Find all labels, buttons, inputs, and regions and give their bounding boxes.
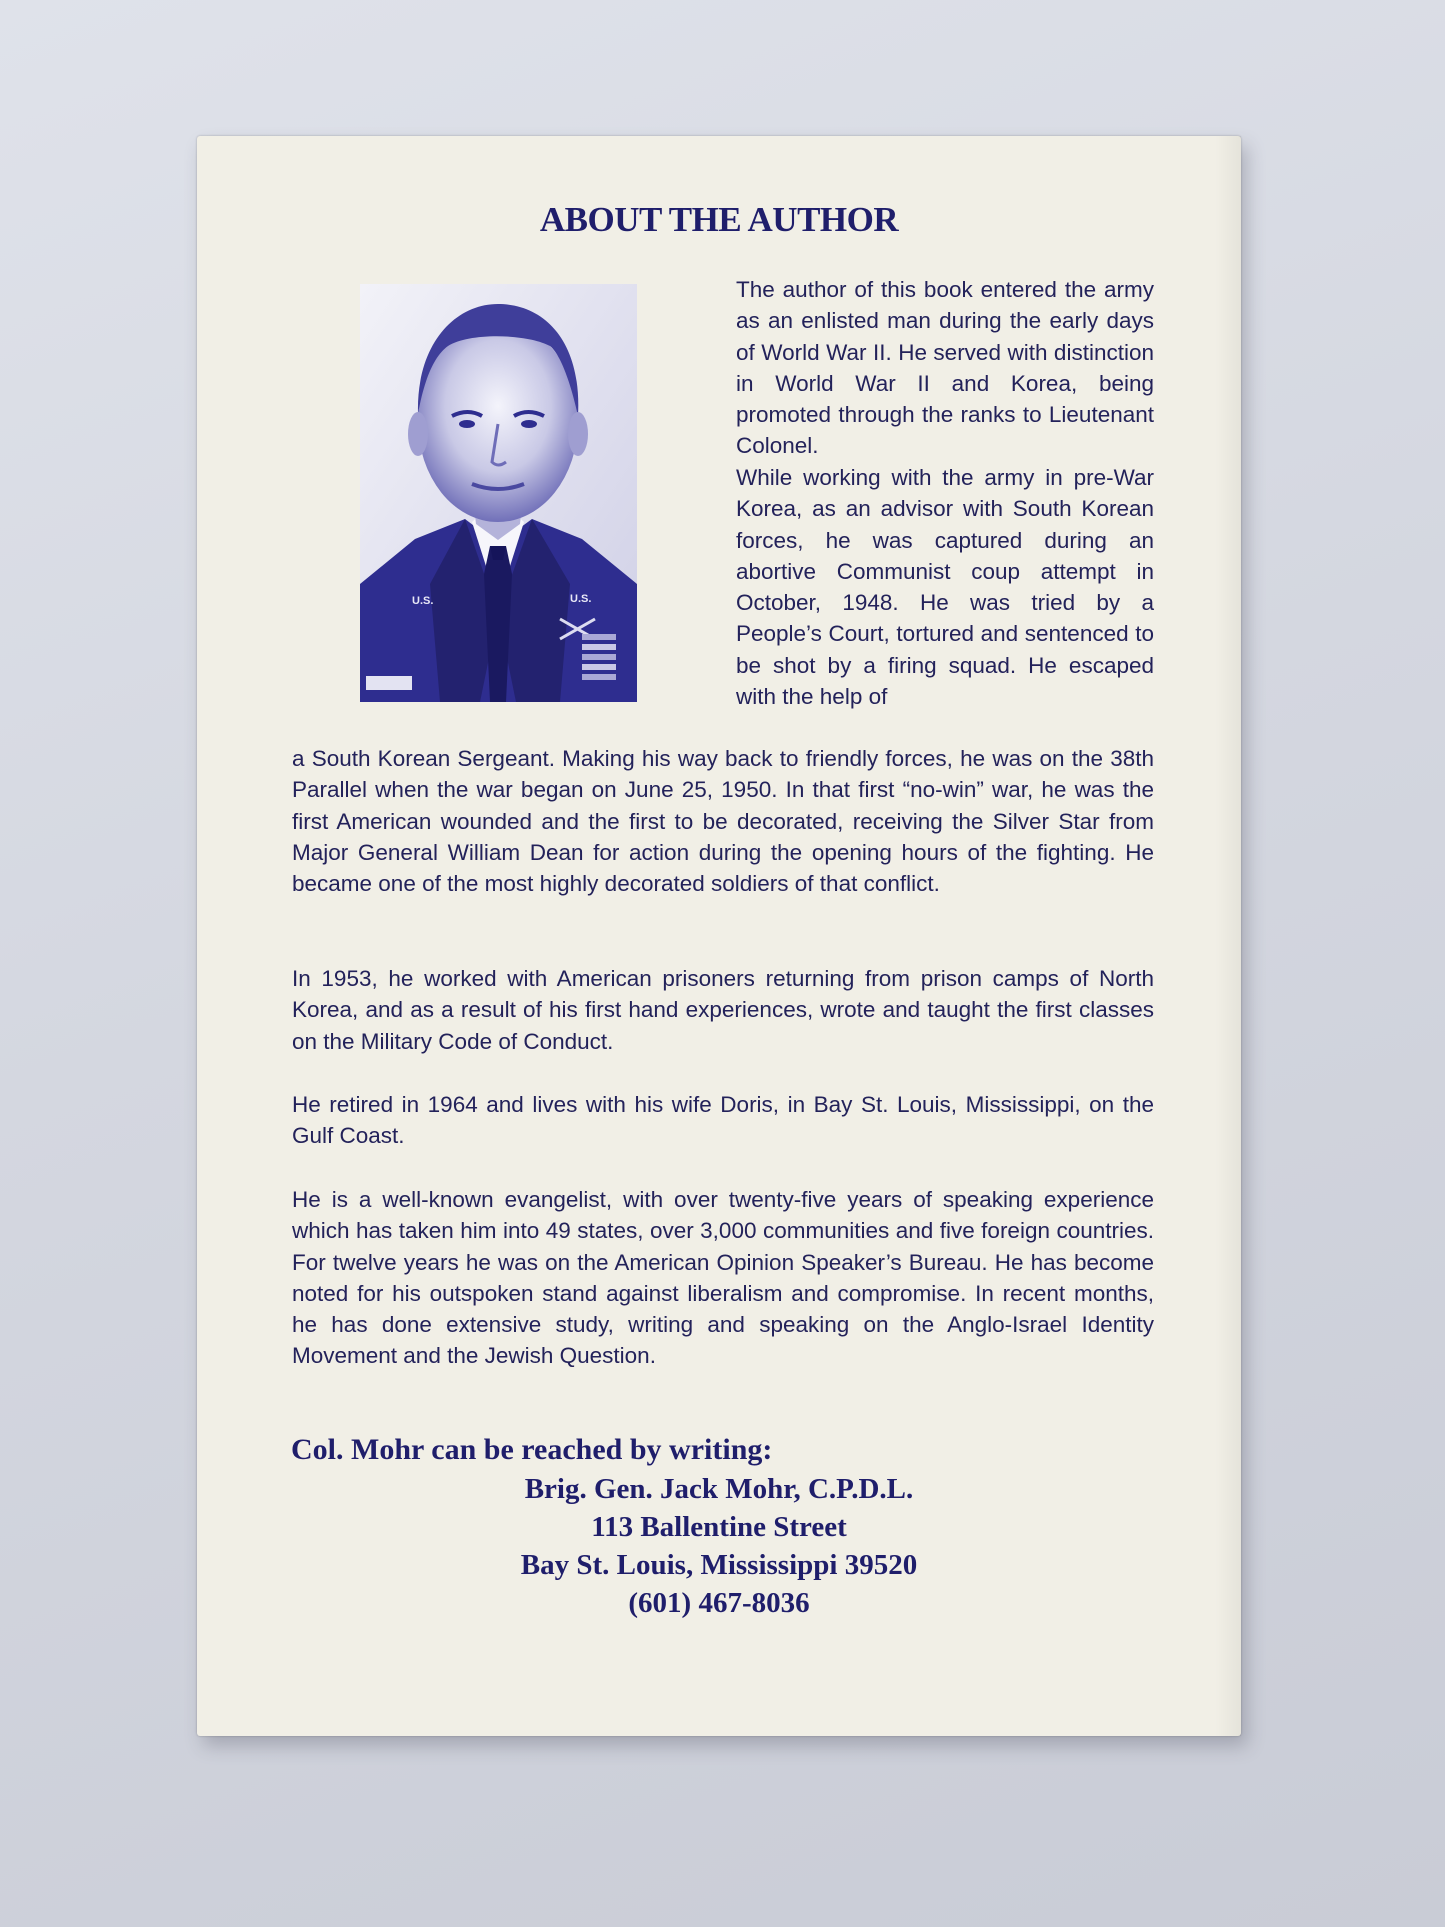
paragraph-retirement: He retired in 1964 and lives with his wife Doris, in Bay St. Louis, Mississippi, on the Gulf Coast. <box>292 1092 1154 1149</box>
page-title: ABOUT THE AUTHOR <box>539 200 899 239</box>
contact-street: 113 Ballentine Street <box>591 1511 847 1543</box>
book-back-cover <box>197 136 1241 1736</box>
contact-city: Bay St. Louis, Mississippi 39520 <box>520 1549 918 1581</box>
paragraph-code-of-conduct: In 1953, he worked with American prisoners returning from prison camps of North Korea, and as a result of his first hand experiences, wrote and taught the first classes on the Military Code of Conduct. <box>292 966 1154 1054</box>
contact-lead: Col. Mohr can be reached by writing: <box>291 1433 773 1466</box>
contact-phone: (601) 467-8036 <box>628 1587 810 1619</box>
paragraph-evangelist: He is a well-known evangelist, with over twenty-five years of speaking experience which has taken him into 49 states, over 3,000 communities and five foreign countries. For twelve years he was on the American Opinion Speaker’s Bureau. He has become noted for his outspoken stand against liberalism and compromise. In recent months, he has done extensive study, writing and speaking on the Anglo-Israel Identity Movement and the Jewish Question. <box>292 1187 1154 1369</box>
paragraph-intro: The author of this book entered the army as an enlisted man during the early days of World War II. He served with distinction in World War II and Korea, being promoted through the ranks to Lieutenant Colonel. <box>736 277 1154 459</box>
author-photo <box>360 284 637 702</box>
paragraph-capture: While working with the army in pre-War Korea, as an advisor with South Korean forces, he was captured during an abortive Communist coup attempt in October, 1948. He was tried by a People’s Court, tortured and sentenced to be shot by a firing squad. He escaped with the help of <box>736 465 1154 710</box>
contact-name: Brig. Gen. Jack Mohr, C.P.D.L. <box>524 1473 914 1505</box>
collar-insignia-right: U.S. <box>570 593 592 605</box>
paragraph-korean-war: a South Korean Sergeant. Making his way back to friendly forces, he was on the 38th Parallel when the war began on June 25, 1950. In that first “no-win” war, he was the first American wounded and the first to be decorated, receiving the Silver Star from Major General William Dean for action during the opening hours of the fighting. He became one of the most highly decorated soldiers of that conflict. <box>292 746 1154 897</box>
collar-insignia-left: U.S. <box>412 595 434 607</box>
